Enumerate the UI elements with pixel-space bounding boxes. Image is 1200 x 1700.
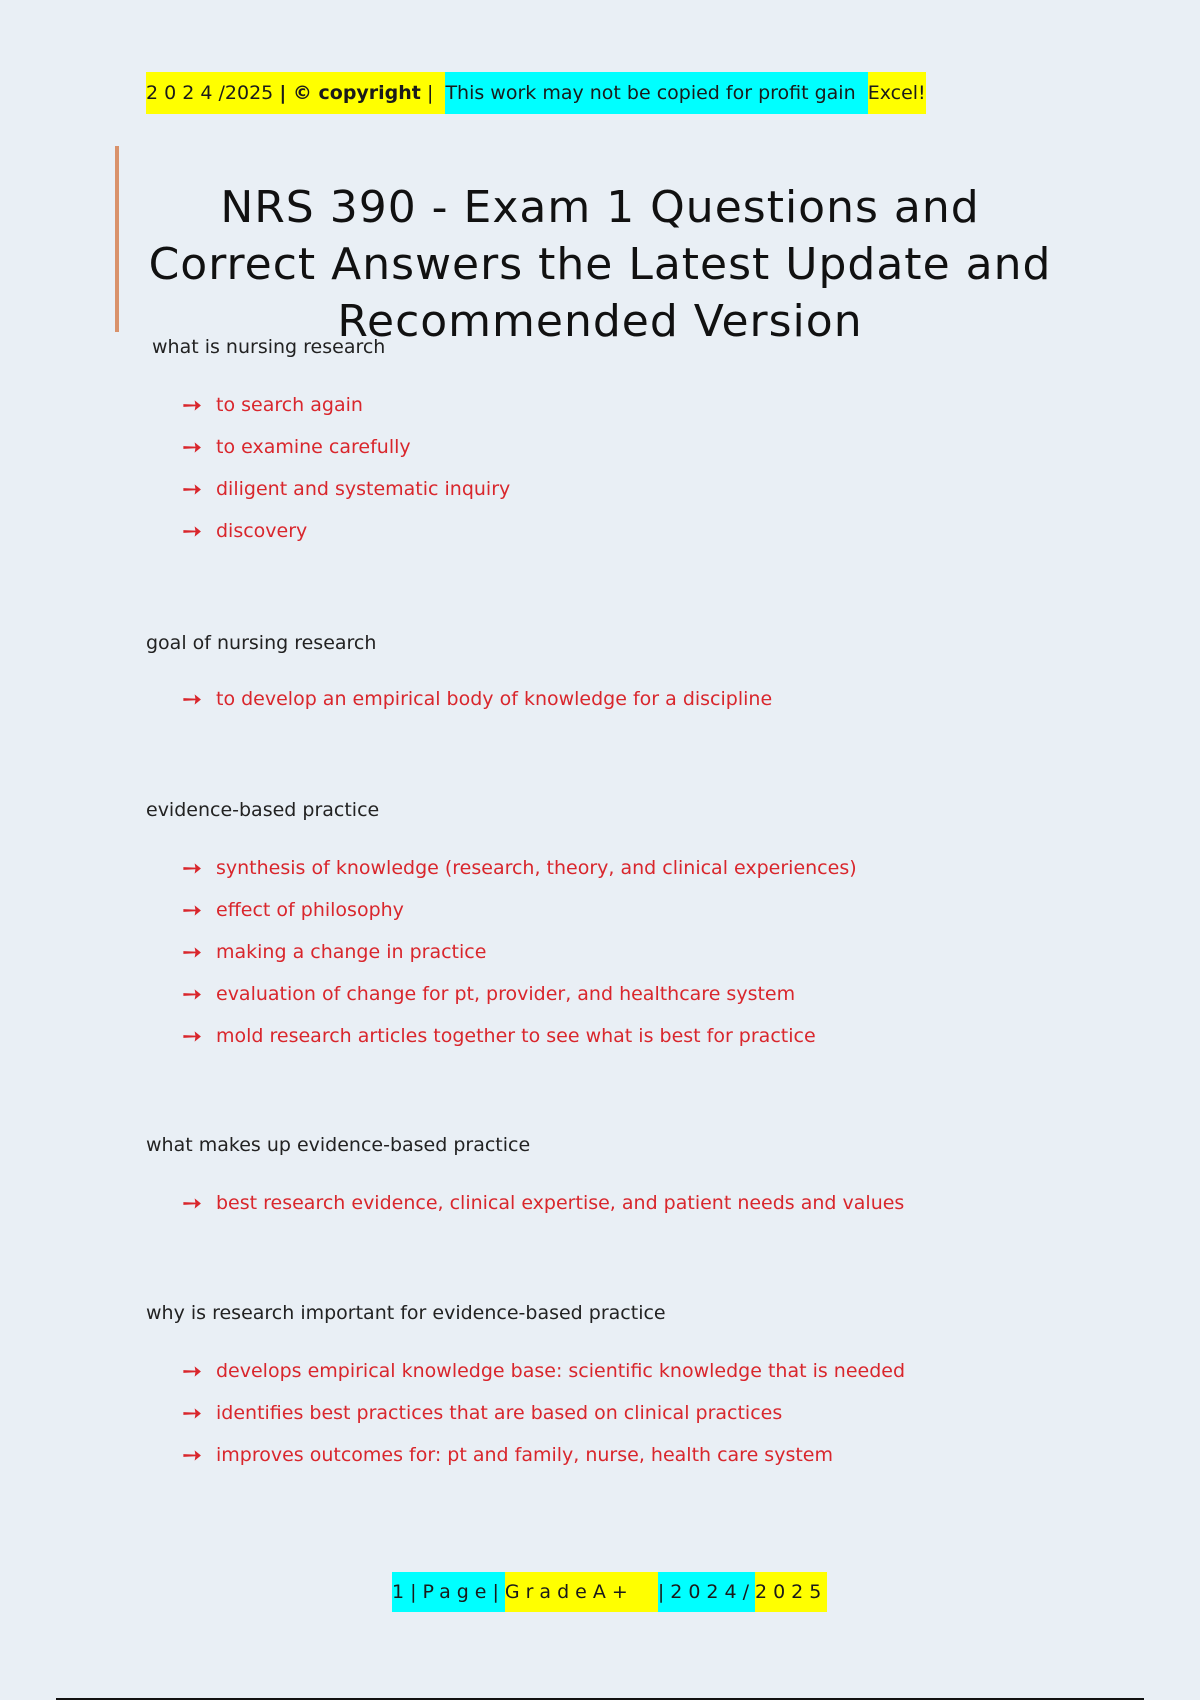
answer-text: evaluation of change for pt, provider, and healthcare system <box>216 983 796 1005</box>
answer-list <box>182 847 857 1057</box>
answer-text: synthesis of knowledge (research, theory, and clinical experiences) <box>216 857 857 879</box>
arrow-icon: ➙ <box>182 1357 203 1385</box>
arrow-icon: ➙ <box>182 854 203 882</box>
answer-text: mold research articles together to see what is best for practice <box>216 1025 816 1047</box>
arrow-icon: ➙ <box>182 1022 203 1050</box>
list-item <box>182 1182 904 1224</box>
arrow-icon: ➙ <box>182 1399 203 1427</box>
list-item <box>182 847 857 889</box>
list-item <box>182 678 772 720</box>
list-item <box>182 889 857 931</box>
list-item <box>182 1350 905 1392</box>
answer-text: best research evidence, clinical expertise, and patient needs and values <box>216 1192 905 1214</box>
list-item <box>182 1392 905 1434</box>
page-title: NRS 390 - Exam 1 Questions and Correct Answers the Latest Update and Recommended Version <box>148 182 1052 348</box>
answer-text: to develop an empirical body of knowledge for a discipline <box>216 688 773 710</box>
qa-section <box>146 1300 1146 1469</box>
footer-page: 1|Page| <box>392 1572 505 1612</box>
arrow-icon: ➙ <box>182 1189 203 1217</box>
question-text: goal of nursing research <box>146 632 377 654</box>
arrow-icon: ➙ <box>182 475 203 503</box>
list-item <box>182 384 510 426</box>
arrow-icon: ➙ <box>182 980 203 1008</box>
arrow-icon: ➙ <box>182 685 203 713</box>
list-item <box>182 1434 905 1476</box>
answer-text: diligent and systematic inquiry <box>216 478 511 500</box>
header-excel: Excel! <box>868 72 926 114</box>
header-banner <box>146 72 926 114</box>
list-item <box>182 973 857 1015</box>
answer-text: making a change in practice <box>216 941 487 963</box>
list-item <box>182 1015 857 1057</box>
answer-list <box>182 384 510 552</box>
answer-list <box>182 1182 904 1224</box>
footer-banner <box>392 1572 827 1612</box>
qa-section <box>146 797 1146 1050</box>
footer-year: |2024/ <box>658 1572 755 1612</box>
arrow-icon: ➙ <box>182 1441 203 1469</box>
footer-year: 2025 <box>755 1572 827 1612</box>
qa-section <box>146 334 1146 545</box>
answer-list <box>182 678 772 720</box>
answer-text: to examine carefully <box>216 436 411 458</box>
title-accent-bar <box>115 146 119 332</box>
answer-text: to search again <box>216 394 363 416</box>
header-copyright: copyright <box>319 72 421 114</box>
question-text: evidence-based practice <box>146 799 380 821</box>
header-notice: This work may not be copied for profit gain <box>445 72 867 114</box>
arrow-icon: ➙ <box>182 517 203 545</box>
list-item <box>182 510 510 552</box>
answer-text: identifies best practices that are based on clinical practices <box>216 1402 783 1424</box>
arrow-icon: ➙ <box>182 938 203 966</box>
arrow-icon: ➙ <box>182 391 203 419</box>
answer-text: develops empirical knowledge base: scientific knowledge that is needed <box>216 1360 906 1382</box>
header-separator: | <box>279 72 293 114</box>
question-text: what makes up evidence-based practice <box>146 1134 531 1156</box>
list-item <box>182 468 510 510</box>
answer-text: discovery <box>216 520 308 542</box>
answer-list <box>182 1350 905 1476</box>
footer-grade: GradeA+ <box>505 1572 658 1612</box>
header-separator: | <box>421 72 446 114</box>
answer-text: effect of philosophy <box>216 899 404 921</box>
arrow-icon: ➙ <box>182 433 203 461</box>
question-text: what is nursing research <box>152 336 386 358</box>
list-item <box>182 426 510 468</box>
list-item <box>182 931 857 973</box>
answer-text: improves outcomes for: pt and family, nurse, health care system <box>216 1444 833 1466</box>
arrow-icon: ➙ <box>182 896 203 924</box>
qa-section <box>146 1132 1146 1217</box>
header-year: 2 0 2 4 /2025 <box>146 72 279 114</box>
qa-section <box>146 630 1146 713</box>
copyright-icon: © <box>293 72 319 114</box>
question-text: why is research important for evidence-based practice <box>146 1302 666 1324</box>
